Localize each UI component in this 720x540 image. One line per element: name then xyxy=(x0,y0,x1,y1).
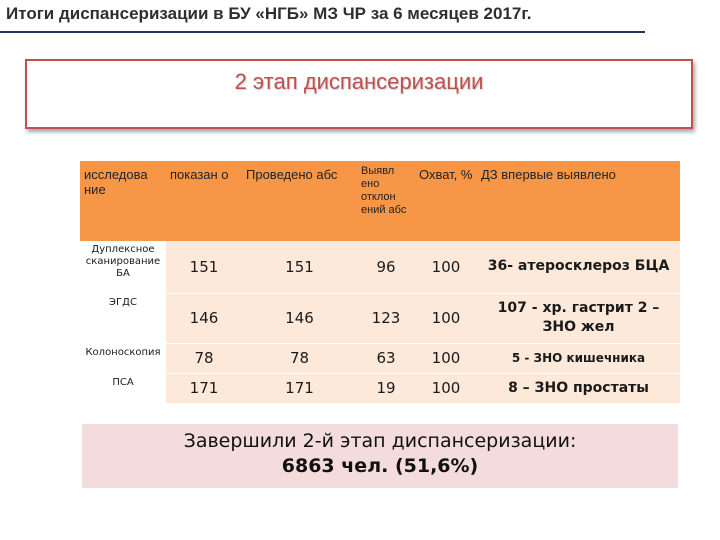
row-deviations: 96 xyxy=(357,241,415,293)
row-study-name: Дуплексное сканирование БА xyxy=(80,241,166,293)
row-indicated: 171 xyxy=(166,373,242,403)
header-performed: Проведено абс xyxy=(242,161,357,241)
title-divider xyxy=(0,31,645,33)
row-coverage: 100 xyxy=(415,241,477,293)
stage-banner-title: 2 этап диспансеризации xyxy=(234,69,484,94)
row-performed: 171 xyxy=(242,373,357,403)
summary-total: 6863 чел. (51,6%) xyxy=(281,455,479,477)
row-performed: 146 xyxy=(242,293,357,343)
table-row xyxy=(80,343,680,373)
row-diagnosis: 36- атеросклероз БЦА xyxy=(477,241,680,293)
row-deviations: 63 xyxy=(357,343,415,373)
row-diagnosis: 107 - хр. гастрит 2 – ЗНО жел xyxy=(477,293,680,343)
row-indicated: 146 xyxy=(166,293,242,343)
row-diagnosis: 5 - ЗНО кишечника xyxy=(477,343,680,373)
summary-box xyxy=(82,424,678,488)
header-diagnosis: ДЗ впервые выявлено xyxy=(477,161,680,241)
table-row xyxy=(80,373,680,403)
row-coverage: 100 xyxy=(415,343,477,373)
stage-banner xyxy=(25,59,693,129)
header-deviations: Выявл ено отклон ений абс xyxy=(357,161,415,241)
row-performed: 151 xyxy=(242,241,357,293)
row-deviations: 19 xyxy=(357,373,415,403)
row-diagnosis: 8 – ЗНО простаты xyxy=(477,373,680,403)
row-deviations: 123 xyxy=(357,293,415,343)
summary-caption: Завершили 2-й этап диспансеризации: xyxy=(183,430,577,452)
header-coverage: Охват, % xyxy=(415,161,477,241)
row-study-name: ПСА xyxy=(80,373,166,403)
results-table xyxy=(80,161,680,404)
header-indicated: показан о xyxy=(166,161,242,241)
row-coverage: 100 xyxy=(415,293,477,343)
header-study: исследова ние xyxy=(80,161,166,241)
table-header-row xyxy=(80,161,680,241)
row-indicated: 151 xyxy=(166,241,242,293)
row-study-name: Колоноскопия xyxy=(80,343,166,373)
table-row xyxy=(80,241,680,293)
row-study-name: ЭГДС xyxy=(80,293,166,343)
row-coverage: 100 xyxy=(415,373,477,403)
page-title: Итоги диспансеризации в БУ «НГБ» МЗ ЧР за 6 месяцев 2017г. xyxy=(6,4,532,23)
row-performed: 78 xyxy=(242,343,357,373)
row-indicated: 78 xyxy=(166,343,242,373)
table-row xyxy=(80,293,680,343)
